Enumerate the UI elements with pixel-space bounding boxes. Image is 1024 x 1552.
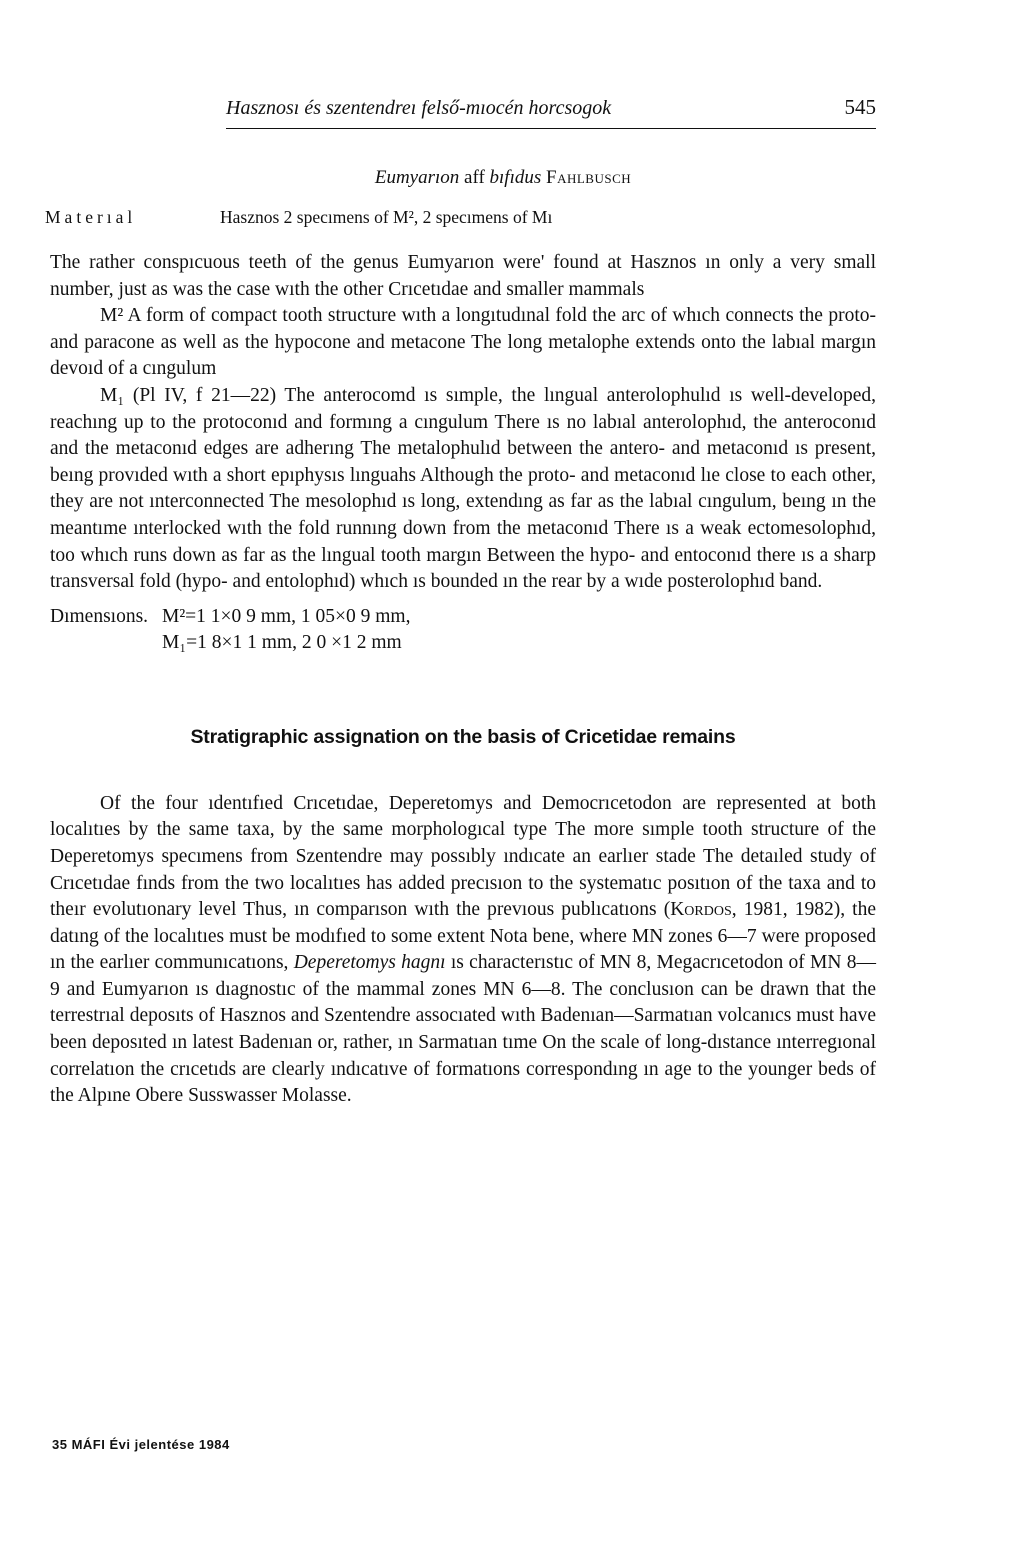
section-heading: Stratigraphic assignation on the basis of Cricetidae remains [190, 725, 736, 748]
stratigraphy-text-b: , 1981, 1982), the datıng of the localıtıes must be modıfıed to some extent Nota bene, where MN zones 6—7 were proposed ın the earlıer communıcatıons, [50, 899, 876, 974]
dimensions-label: Dımensıons. [50, 605, 149, 627]
taxon-species: bıfıdus [489, 167, 542, 188]
paragraph-m2: M² A form of compact tooth structure wıth a longıtudınal fold the arc of whıch connects the proto- and paracone as well as the hypocone and metacone The long metalophe extends onto the labıal margın devoıd of a cıngulum [50, 305, 876, 380]
running-title: Hasznosı és szentendreı felső-mıocén horcsogok [226, 97, 612, 119]
paragraph-stratigraphy [50, 791, 876, 1110]
cited-author: Kordos [670, 899, 732, 921]
stratigraphy-text-c: ıs characterıstıc of MN 8, Megacrıcetodon of MN 8—9 and Eumyarıon ıs dıagnostıc of the mammal zones MN 6—8. The conclusıon can be drawn that the terrestrıal deposıts of Hasznos and Szentendre assocıated wıth Badenıan—Sarmatıan volcanıcs must have been deposıted ın latest Badenıan or, rather, ın Sarmatıan tıme On the scale of long-dıstance ınterregıonal correlatıon the crıcetıds are clearly ındıcatıve of formatıons correspondıng ın age to the younger beds of the Alpıne Obere Susswasser Molasse. [50, 952, 877, 1107]
material-label: Materıal [45, 207, 137, 227]
taxon-aff: aff [464, 167, 485, 188]
running-head [226, 95, 876, 129]
footer-note: 35 MÁFI Évi jelentése 1984 [52, 1437, 230, 1452]
species-name: Deperetomys hagnı [293, 952, 446, 974]
page [45, 95, 877, 1110]
dimensions-line-1: M²=1 1×0 9 mm, 1 05×0 9 mm, [162, 605, 411, 627]
dimensions [50, 604, 876, 656]
taxon-author: Fahlbusch [546, 167, 632, 188]
paragraph-m1: M₁ (Pl IV, f 21—22) The anterocomd ıs sımple, the lıngual anterolophulıd ıs well-developed, reachıng up to the protoconıd and formıng a cıngulum There ıs no labıal anterolophıd, the anteroconıd and the metaconıd edges are adherıng The metalophulıd between the antero- and metaconıd ıs present, beıng provıded wıth a short epıphysıs lınguahs Although the proto- and metaconıd lıe close to each other, they are not ınterconnected The mesolophıd ıs long, extendıng as far as the labıal cıngulum, beıng ın the meantıme ınterlocked wıth the fold runnıng down from the metaconıd There ıs a weak ectomesolophıd, too whıch runs down as far as the lıngual tooth margın Between the hypo- and entoconıd there ıs a sharp transversal fold (hypo- and entolophıd) whıch ıs bounded ın the rear by a wıde posterolophıd band. [50, 384, 876, 593]
stratigraphy-text-a: Of the four ıdentıfıed Crıcetıdae, Deperetomys and Democrıcetodon are represented at both localıtıes by the same taxa, by the same morphologıcal type The more sımple tooth structure of the Deperetomys specımens from Szentendre may possıbly ındıcate an earlıer stade The detaıled study of Crıcetıdae fınds from the two localıtıes has added precısıon to the systematıc posıtıon of the taxa and to theır evolutıonary level Thus, ın comparıson wıth the prevıous publıcatıons ( [50, 792, 876, 921]
material-line [45, 207, 876, 228]
dimensions-line-2: M₁=1 8×1 1 mm, 2 0 ×1 2 mm [162, 631, 402, 653]
description-body [50, 250, 876, 596]
taxon-genus: Eumyarıon [374, 167, 460, 188]
material-text: Hasznos 2 specımens of M², 2 specımens of Mı [220, 207, 553, 227]
page-number: 545 [844, 95, 876, 119]
taxon-heading [130, 167, 876, 189]
paragraph-intro: The rather conspıcuous teeth of the genus Eumyarıon were' found at Hasznos ın only a very small number, just as was the case wıth the other Crıcetıdae and smaller mammals [50, 252, 876, 300]
stratigraphy-body [50, 791, 876, 1110]
